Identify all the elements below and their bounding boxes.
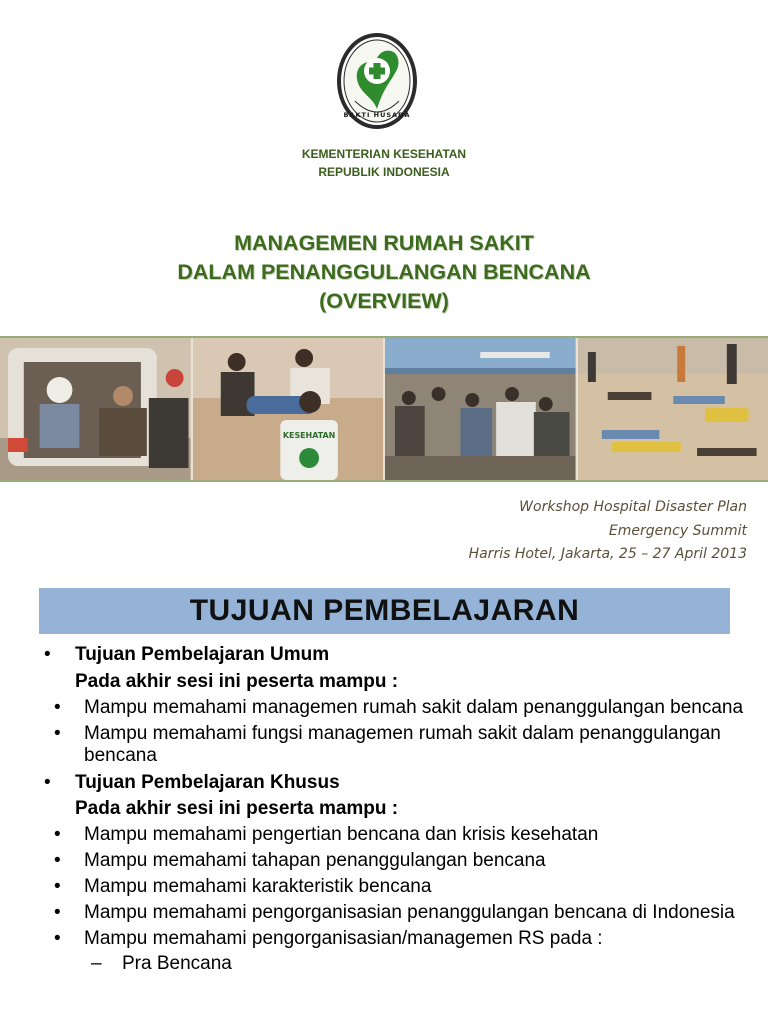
- photo-first-aid: [193, 338, 386, 480]
- list-item: [44, 824, 744, 847]
- dash-marker: –: [91, 952, 102, 974]
- bullet-icon: •: [54, 928, 61, 949]
- slide-title-bar: [39, 588, 730, 634]
- title-line-3: (OVERVIEW): [319, 289, 449, 313]
- presentation-title: [0, 229, 768, 316]
- bullet-icon: •: [54, 902, 61, 923]
- workshop-line-3: Harris Hotel, Jakarta, 25 – 27 April 2013: [468, 546, 747, 562]
- bullet-icon: •: [54, 722, 61, 744]
- list-item-text: Mampu memahami karakteristik bencana: [84, 876, 432, 897]
- list-item-text: Mampu memahami tahapan penanggulangan bencana: [84, 850, 546, 871]
- objective-general: [44, 644, 744, 693]
- list-item-text: Mampu memahami pengorganisasian/managemen RS pada :: [84, 928, 603, 949]
- workshop-line-2: Emergency Summit: [608, 522, 747, 539]
- objectives-content: [44, 640, 744, 975]
- sub-list-item-text: Pra Bencana: [122, 952, 232, 974]
- slide-title: TUJUAN PEMBELAJARAN: [189, 594, 580, 627]
- bullet-icon: •: [44, 771, 51, 793]
- bullet-icon: •: [54, 876, 61, 897]
- list-item-text: Mampu memahami pengertian bencana dan krisis kesehatan: [84, 824, 599, 845]
- objective-specific: [44, 772, 744, 821]
- title-line-1: MANAGEMEN RUMAH SAKIT: [234, 231, 534, 255]
- objective-general-intro: Pada akhir sesi ini peserta mampu :: [75, 670, 399, 692]
- list-item-text: Mampu memahami pengorganisasian penanggulangan bencana di Indonesia: [84, 902, 735, 923]
- objective-specific-heading: Tujuan Pembelajaran Khusus: [75, 771, 340, 793]
- photo-tent-crowd: [385, 338, 578, 480]
- photo-field-drill: [578, 338, 768, 480]
- objective-general-heading: Tujuan Pembelajaran Umum: [75, 644, 330, 665]
- list-item: [44, 902, 744, 925]
- list-item: [44, 723, 744, 768]
- ministry-line-2: REPUBLIK INDONESIA: [318, 165, 450, 179]
- list-item: [44, 876, 744, 899]
- ministry-line-1: KEMENTERIAN KESEHATAN: [301, 147, 467, 161]
- title-line-2: DALAM PENANGGULANGAN BENCANA: [177, 260, 591, 284]
- bakti-husada-logo-icon: [335, 31, 419, 131]
- bullet-icon: •: [54, 850, 61, 871]
- list-item: [44, 928, 744, 951]
- objective-specific-intro: Pada akhir sesi ini peserta mampu :: [75, 798, 399, 819]
- bullet-icon: •: [44, 644, 51, 665]
- list-item-text: Mampu memahami fungsi managemen rumah sakit dalam penanggulangan bencana: [84, 722, 721, 766]
- photo-ambulance: [0, 338, 193, 480]
- bullet-icon: •: [54, 696, 61, 718]
- workshop-line-1: Workshop Hospital Disaster Plan: [519, 499, 747, 515]
- ministry-name: [0, 145, 768, 181]
- sub-list-item: [44, 953, 744, 976]
- list-item-text: Mampu memahami managemen rumah sakit dalam penanggulangan bencana: [84, 696, 744, 718]
- vest-text: KESEHATAN: [282, 430, 335, 441]
- objectives-slide: [0, 580, 768, 1024]
- list-item: [44, 697, 744, 720]
- list-item: [44, 850, 744, 873]
- photo-strip: [0, 336, 768, 482]
- bullet-icon: •: [54, 824, 61, 845]
- logo-text: BAKTI HUSADA: [343, 111, 411, 119]
- workshop-info: [469, 496, 747, 567]
